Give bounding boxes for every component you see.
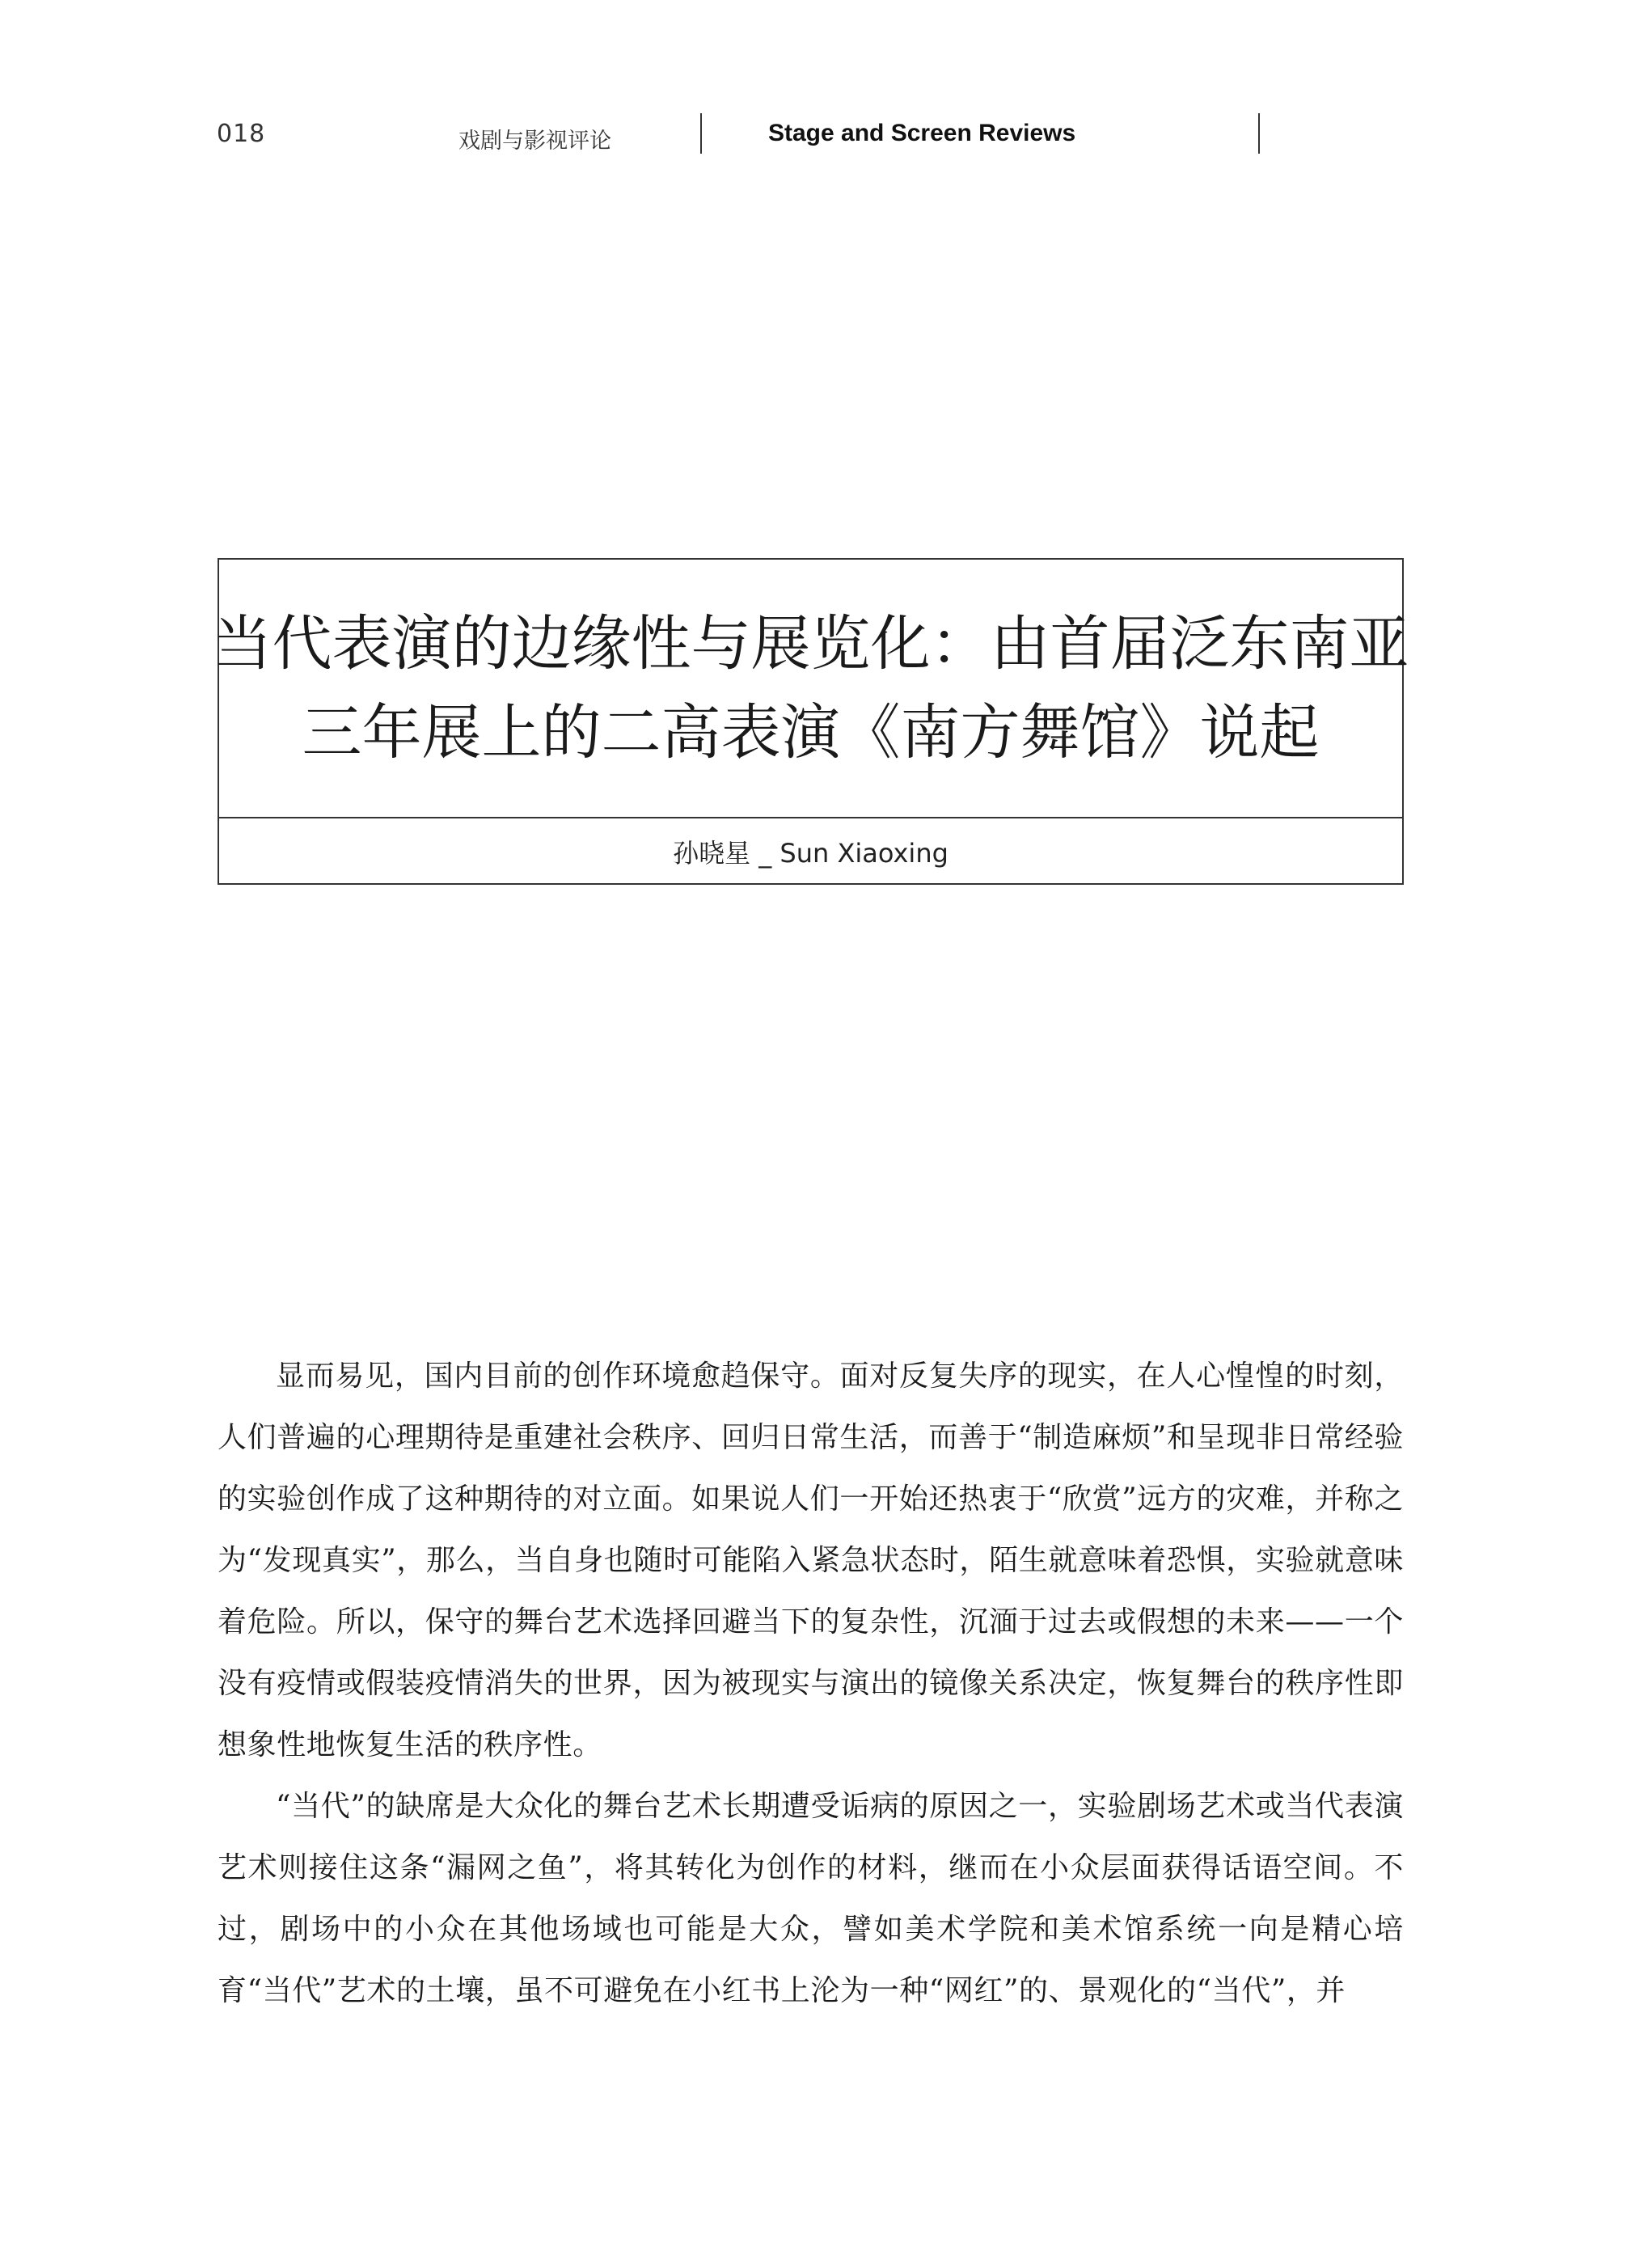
header-divider-left (700, 113, 702, 154)
journal-title-english: Stage and Screen Reviews (768, 120, 1076, 146)
article-title (212, 560, 1409, 817)
article-title-line-1: 当代表演的边缘性与展览化：由首届泛东南亚 (212, 609, 1409, 679)
running-header (0, 0, 1652, 162)
page-number: 018 (217, 120, 266, 148)
paragraph: “当代”的缺席是大众化的舞台艺术长期遭受诟病的原因之一，实验剧场艺术或当代表演艺术则接住这条“漏网之鱼”，将其转化为创作的材料，继而在小众层面获得话语空间。不过，剧场中的小众在其他场域也可能是大众，譬如美术学院和美术馆系统一向是精心培育“当代”艺术的土壤，虽不可避免在小红书上沦为一种“网红”的、景观化的“当代”，并 (218, 1790, 1404, 2007)
paragraph: 显而易见，国内目前的创作环境愈趋保守。面对反复失序的现实，在人心惶惶的时刻，人们普遍的心理期待是重建社会秩序、回归日常生活，而善于“制造麻烦”和呈现非日常经验的实验创作成了这种期待的对立面。如果说人们一开始还热衷于“欣赏”远方的灾难，并称之为“发现真实”，那么，当自身也随时可能陷入紧急状态时，陌生就意味着恐惧，实验就意味着危险。所以，保守的舞台艺术选择回避当下的复杂性，沉湎于过去或假想的未来——一个没有疫情或假装疫情消失的世界，因为被现实与演出的镜像关系决定，恢复舞台的秩序性即想象性地恢复生活的秩序性。 (218, 1360, 1404, 1761)
journal-title-chinese: 戏剧与影视评论 (458, 129, 611, 154)
author-row (219, 818, 1402, 885)
article-title-line-2: 三年展上的二高表演《南方舞馆》说起 (302, 698, 1320, 768)
article-title-box (212, 558, 1409, 885)
article-body (218, 1346, 1404, 2022)
author-name: 孙晓星 _ Sun Xiaoxing (673, 838, 949, 869)
header-divider-right (1258, 113, 1260, 154)
